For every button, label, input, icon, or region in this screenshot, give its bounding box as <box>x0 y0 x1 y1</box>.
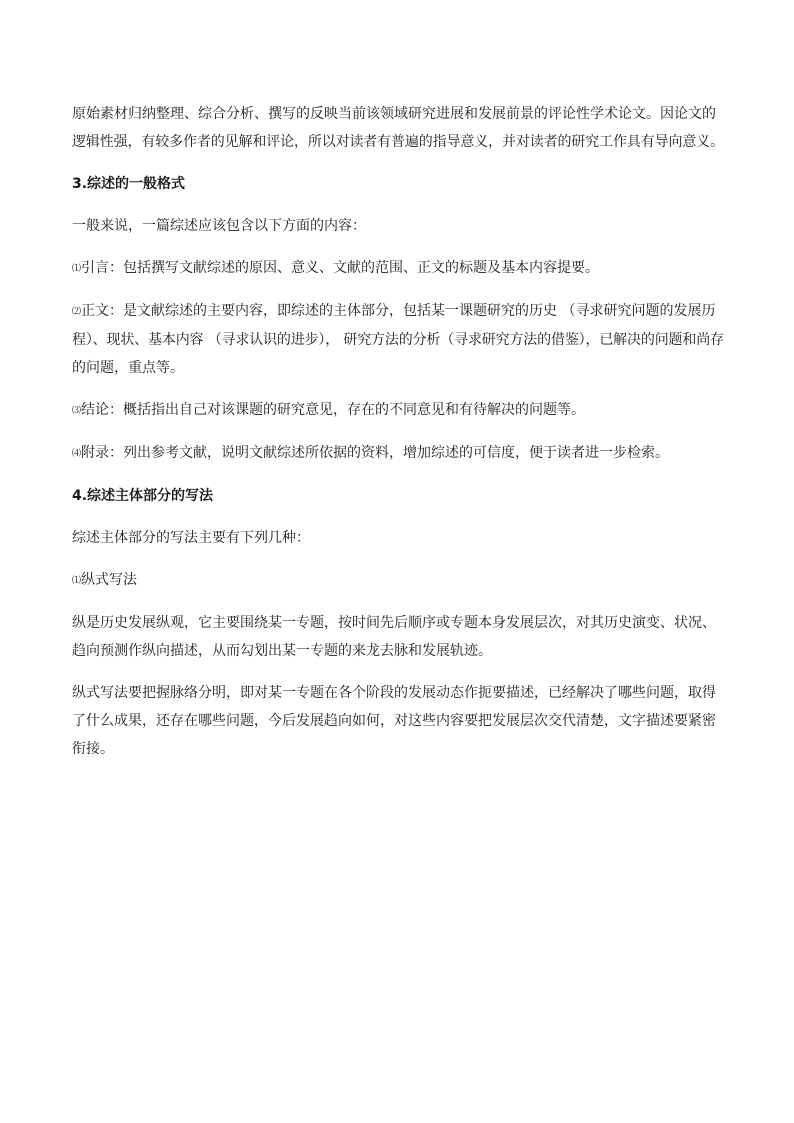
list-number: ⑴ <box>72 264 82 274</box>
vertical-paragraph-1 <box>72 609 724 665</box>
list-number: ⑵ <box>72 307 82 317</box>
section-3-heading: 3.综述的一般格式 <box>72 176 186 192</box>
section-4-lead <box>72 524 724 552</box>
subsection-vertical-title <box>72 566 724 595</box>
vertical-paragraph-1-line-1: 纵是历史发展纵观，它主要围绕某一专题，按时间先后顺序或专题本身发展层次，对其历史演变、状况、 <box>72 615 716 631</box>
list-item-text: 结论：概括指出自己对该课题的研究意见，存在的不同意见和有待解决的问题等。 <box>81 402 586 418</box>
list-item-introduction-line-1 <box>72 254 724 283</box>
list-item-text: 引言：包括撰写文献综述的原因、意义、文献的范围、正文的标题及基本内容提要。 <box>81 260 600 276</box>
list-item-text: 附录：列出参考文献，说明文献综述所依据的资料，增加综述的可信度，便于读者进一步检索。 <box>81 445 670 461</box>
list-item-conclusion <box>72 396 724 425</box>
list-item-body <box>72 297 724 382</box>
intro-paragraph <box>72 100 724 156</box>
list-item-introduction <box>72 254 724 283</box>
document-page <box>72 100 724 777</box>
vertical-paragraph-2-line-2: 了什么成果，还存在哪些问题，今后发展趋向如何，对这些内容要把发展层次交代清楚，文字描述要紧密 <box>72 713 716 729</box>
subsection-title-text: 纵式写法 <box>81 572 138 588</box>
section-4-lead-text: 综述主体部分的写法主要有下列几种： <box>72 530 310 546</box>
section-3-lead <box>72 212 724 240</box>
list-number: ⑶ <box>72 406 82 416</box>
list-item-body-line-1 <box>72 297 724 326</box>
vertical-paragraph-2 <box>72 679 724 763</box>
list-item-conclusion-line-1 <box>72 396 724 425</box>
section-4-heading: 4.综述主体部分的写法 <box>72 488 214 504</box>
list-number: ⑴ <box>72 576 82 586</box>
list-number: ⑷ <box>72 449 82 459</box>
vertical-paragraph-2-line-1: 纵式写法要把握脉络分明，即对某一专题在各个阶段的发展动态作扼要描述，已经解决了哪些问题，取得 <box>72 685 716 701</box>
section-3-lead-text: 一般来说，一篇综述应该包含以下方面的内容： <box>72 218 366 234</box>
intro-line-2: 逻辑性强，有较多作者的见解和评论，所以对读者有普遍的指导意义，并对读者的研究工作具有导向意义。 <box>72 134 724 150</box>
intro-line-1: 原始素材归纳整理、综合分析、撰写的反映当前该领域研究进展和发展前景的评论性学术论文。因论文的 <box>72 106 716 122</box>
list-item-appendix <box>72 439 724 468</box>
list-item-body-line-3: 的问题，重点等。 <box>72 360 184 376</box>
list-item-appendix-line-1 <box>72 439 724 468</box>
list-item-body-line-2: 程）、现状、基本内容 （寻求认识的进步）， 研究方法的分析（寻求研究方法的借鉴），已解决的问题和尚存 <box>72 332 724 348</box>
subsection-vertical-title-line <box>72 566 724 595</box>
list-item-text: 正文：是文献综述的主要内容，即综述的主体部分，包括某一课题研究的历史 （寻求研究问题的发展历 <box>81 303 716 319</box>
vertical-paragraph-2-line-3: 衔接。 <box>72 741 114 757</box>
vertical-paragraph-1-line-2: 趋向预测作纵向描述，从而勾划出某一专题的来龙去脉和发展轨迹。 <box>72 643 492 659</box>
